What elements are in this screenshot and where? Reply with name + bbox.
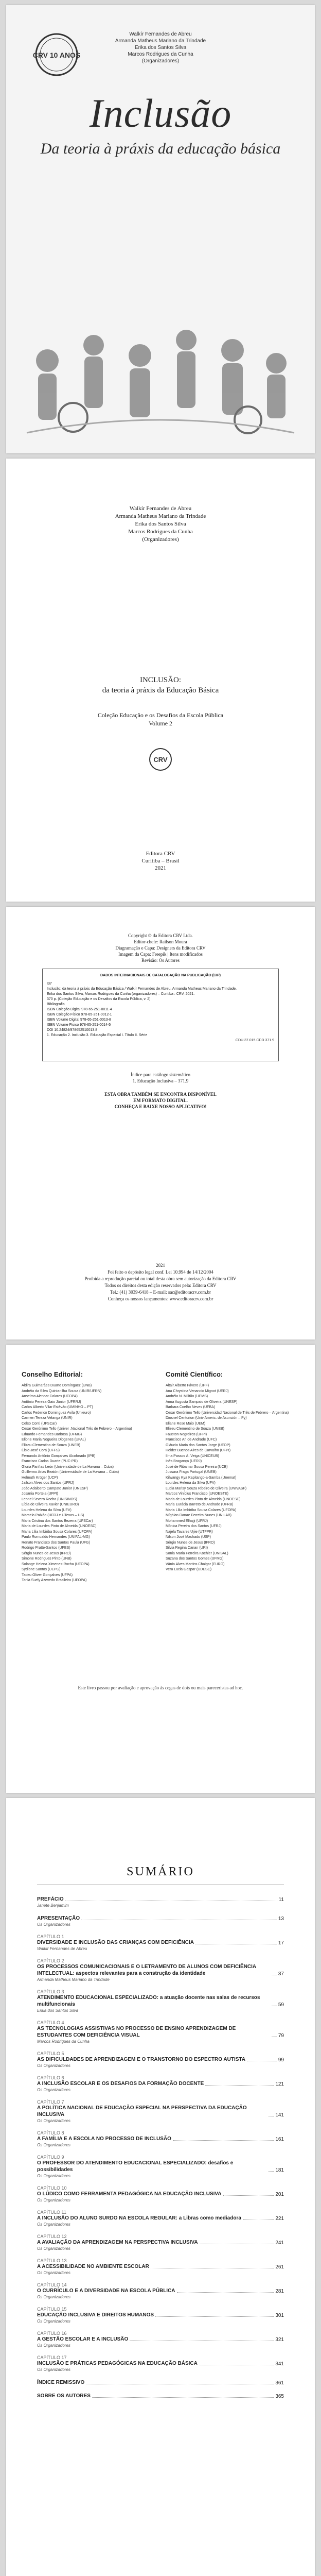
chapter-number: CAPÍTULO 10 xyxy=(37,2185,67,2191)
board-member: Simone Rodrigues Pinto (UNB) xyxy=(22,1557,72,1561)
chapter-author: Os Organizadores xyxy=(37,2222,70,2227)
board-member: Guillermo Arias Beatón (Universidade de La Havana – Cuba) xyxy=(22,1470,119,1474)
leader-dots xyxy=(173,2140,274,2141)
svg-text:CRV: CRV xyxy=(153,756,168,764)
board-member: Elizeu Clementino de Souza (UNEB) xyxy=(22,1443,80,1447)
page-number: 321 xyxy=(275,2337,284,2343)
chapter-number: CAPÍTULO 1 xyxy=(37,1934,64,1939)
leader-dots xyxy=(177,2292,274,2293)
board-member: Paulo Romualdo Hernandes (UNIFAL-MG) xyxy=(22,1535,90,1539)
toc-entry xyxy=(37,2099,284,2124)
toc-entry xyxy=(37,2210,284,2227)
board-member: Mônica Pereira dos Santos (UFRJ) xyxy=(166,1524,222,1528)
chapter-author: Os Organizadores xyxy=(37,2198,70,2202)
page-number: 59 xyxy=(278,2002,284,2008)
cover-subtitle: Da teoria à práxis da educação básica xyxy=(40,140,281,157)
board-member: Mohammed Elhajji (UFRJ) xyxy=(166,1519,208,1523)
board-member: Gloria Fariñas León (Universidade de La Havana – Cuba) xyxy=(22,1465,114,1469)
toc-entry xyxy=(37,2130,284,2148)
toc-entry xyxy=(37,1915,284,1927)
page-number: 17 xyxy=(278,1940,284,1946)
chapter-title: O PROFESSOR DO ATENDIMENTO EDUCACIONAL ESPECIALIZADO: desafios e possibilidades xyxy=(37,2160,234,2173)
board-member: Andréia da Silva Quintanilha Sousa (UNIR/UFRN) xyxy=(22,1389,102,1393)
leader-dots xyxy=(269,2171,274,2172)
cip-box: DADOS INTERNACIONAIS DE CATALOGAÇÃO NA PUBLICAÇÃO (CIP) I37 Inclusão: da teoria à práxis da Educação Básica / Walkír Fernandes de Abreu, Armanda Matheus Mariano da Trindade, Erika dos Santos Silva, Marcos Rodrigues da Cunha (organizadores) – Curitiba : CRV, 2021. 370 p. (Coleção Educação e os Desafios da Escola Pública, v. 2) Bibliografia ISBN Coleção Digital 978-65-251-0011-4 ISBN Coleção Físico 978-65-251-0012-1 ISBN Volume Digital 978-65-251-0013-8 ISBN Volume Físico 978-65-251-0014-5 DOI 10.24824/978652510013.8 1. Educação 2. Inclusão 3. Educação Especial I. Título II. Série CDU 37.015 CDD 371.9 xyxy=(42,969,279,1061)
chapter-title: ÍNDICE REMISSIVO xyxy=(37,2380,85,2385)
chapter-title: O LÚDICO COMO FERRAMENTA PEDAGÓGICA NA EDUCAÇÃO INCLUSIVA xyxy=(37,2191,222,2197)
chapter-author: Os Organizadores xyxy=(37,2119,70,2123)
toc-entry xyxy=(37,2051,284,2069)
toc-entry xyxy=(37,2258,284,2276)
toc-entry xyxy=(37,2331,284,2348)
chapter-author: Os Organizadores xyxy=(37,2143,70,2147)
book-title: INCLUSÃO: da teoria à práxis da Educação Básica xyxy=(102,676,219,694)
cover-organizers: Walkír Fernandes de Abreu Armanda Matheus Mariano da Trindade Erika dos Santos Silva Marcos Rodrigues da Cunha (Organizadores) xyxy=(115,31,206,64)
board-member: Tadeu Oliver Gonçalves (UFPA) xyxy=(22,1573,73,1577)
board-member: Sonia Maria Ferreira Koehler (UNISAL) xyxy=(166,1551,228,1555)
collection-info: Coleção Educação e os Desafios da Escola Pública Volume 2 xyxy=(97,711,224,727)
contents-title: SUMÁRIO xyxy=(127,1865,194,1878)
toc-entry xyxy=(37,2282,284,2300)
page-number: 221 xyxy=(275,2216,284,2222)
chapter-title: A FAMÍLIA E A ESCOLA NO PROCESSO DE INCLUSÃO xyxy=(37,2136,171,2142)
contents-page xyxy=(6,1798,315,2576)
chapter-title: A GESTÃO ESCOLAR E A INCLUSÃO xyxy=(37,2336,129,2342)
board-member: Vera Lucia Gaspar (UDESC) xyxy=(166,1568,212,1571)
page-number: 341 xyxy=(275,2361,284,2367)
board-member: Sydione Santos (UEPG) xyxy=(22,1568,61,1571)
board-member: Jailson Alves dos Santos (UFRJ) xyxy=(22,1481,74,1485)
publisher-info: Editora CRV Curitiba – Brasil 2021 xyxy=(141,851,180,871)
board-member: Nilson José Machado (USP) xyxy=(166,1535,211,1539)
board-member: Elizeu Clementino de Souza (UNEB) xyxy=(166,1427,224,1431)
board-member: Lídia de Oliveira Xavier (UNIEURO) xyxy=(22,1503,79,1506)
chapter-title: OS PROCESSOS COMUNICACIONAIS E O LETRAMENTO DE ALUNOS COM DEFICIÊNCIA INTELECTUAL: aspectos relevantes para a construção da identidade xyxy=(37,1964,256,1976)
toc-entry xyxy=(37,1934,284,1952)
toc-entry xyxy=(37,1958,284,1982)
leader-dots xyxy=(155,2316,274,2317)
review-note: Este livro passou por avaliação e aprovação às cegas de dois ou mais pareceristas ad hoc. xyxy=(78,1685,243,1690)
toc-entry xyxy=(37,2075,284,2093)
board-member: Lourdes Helena da Silva (UFV) xyxy=(166,1481,216,1485)
chapter-author: Os Organizadores xyxy=(37,1922,70,1927)
chapter-number: CAPÍTULO 17 xyxy=(37,2355,67,2360)
page-number: 301 xyxy=(275,2313,284,2318)
board-member: Cesar Gerónimo Tello (Universidad Nacional de Três de Febrero – Argentina) xyxy=(166,1411,289,1415)
toc-entry xyxy=(37,2020,284,2044)
board-member: Francisco Ari de Andrade (UFC) xyxy=(166,1438,217,1442)
chapter-number: CAPÍTULO 13 xyxy=(37,2258,67,2263)
chapter-author: Os Organizadores xyxy=(37,2319,70,2324)
chapter-author: Os Organizadores xyxy=(37,2367,70,2372)
table-of-contents xyxy=(37,1896,284,2406)
toc-entry xyxy=(37,2393,284,2399)
chapter-title: PREFÁCIO xyxy=(37,1896,64,1902)
catalog-page xyxy=(6,907,315,1340)
editorial-board: Conselho Editorial: Aldira Guimarães Duarte Domínguez (UNB) Andréia da Silva Quintanilha Sousa (UNIR/UFRN) Anselmo Alencar Colares (UFOPA) Antônio Pereira Gaio Júnior (UFRRJ) Carlos Alberto Vilar Estêvão (UMINHO – PT) Carlos Federico Dominguez Avila (Unieuro) Carmen Tereza Velanga (UNIR) Celso Conti (UFSCar) Cesar Gerónimo Tello (Univer .Nacional Três de Febrero – Argentina) Eduardo Fernandes Barbosa (UFMG) Elione Maria Nogueira Diogenes (UFAL) Elizeu Clementino de Souza (UNEB) Élsio José Corá (UFFS) Fernando Antônio Gonçalves Alcoforado (IPB) Francisco Carlos Duarte (PUC-PR) Gloria Fariñas León (Universidade de La Havana – Cuba) Guillermo Arias Beatón (Universidade de La Havana – Cuba) Helmuth Krüger (UCP) Jailson Alves dos Santos (UFRJ) João Adalberto Campato Junior (UNESP) Josania Portela (UFPI) Leonel Severo Rocha (UNISINOS) Lídia de Oliveira Xavier (UNIEURO) Lourdes Helena da Silva (UFV) Marcelo Paixão (UFRJ e UTexas – US) Maria Cristina dos Santos Bezerra (UFSCar) Maria de Lourdes Pinto de Almeida (UNOESC) Maria Lília Imbiriba Sousa Colares (UFOPA) Paulo Romualdo Hernandes (UNIFAL-MG) Renato Francisco dos Santos Paula (UFG) Rodrigo Pratte-Santos (UFES) Sérgio Nunes de Jesus (IFRO) Simone Rodrigues Pinto (UNB) Solange Helena Ximenes-Rocha (UFOPA) Sydione Santos (UEPG) Tadeu Oliver Gonçalves (UFPA) Tania Suely Azevedo Brasileiro (UFOPA) xyxy=(22,1370,155,1584)
page-number: 161 xyxy=(275,2137,284,2142)
board-member: Kilwangy Kya Kapitango-a-Samba (Unemat) xyxy=(166,1476,237,1480)
page-number: 361 xyxy=(275,2380,284,2386)
board-member: Rodrigo Pratte-Santos (UFES) xyxy=(22,1546,70,1550)
chapter-author: Os Organizadores xyxy=(37,2343,70,2348)
chapter-author: Os Organizadores xyxy=(37,2174,70,2178)
board-member: Cesar Gerónimo Tello (Univer .Nacional Três de Febrero – Argentina) xyxy=(22,1427,132,1431)
toc-entry xyxy=(37,1989,284,2013)
board-member: Najela Tavares Ujiie (UTFPR) xyxy=(166,1530,213,1534)
leader-dots xyxy=(223,2195,274,2196)
chapter-author: Erika dos Santos Silva xyxy=(37,2008,79,2013)
board-member: Maria de Lourdes Pinto de Almeida (UNOESC) xyxy=(166,1497,241,1501)
board-member: Tania Suely Azevedo Brasileiro (UFOPA) xyxy=(22,1579,87,1582)
chapter-title: AS DIFICULDADES DE APRENDIZAGEM E O TRANSTORNO DO ESPECTRO AUTISTA xyxy=(37,2057,246,2062)
chapter-number: CAPÍTULO 16 xyxy=(37,2331,67,2336)
board-member: Fauston Negreiros (UFPI) xyxy=(166,1432,207,1436)
board-member: Jussara Fraga Portugal (UNEB) xyxy=(166,1470,217,1474)
board-member: Silvia Regina Canan (URI) xyxy=(166,1546,208,1550)
board-member: Sérgio Nunes de Jesus (IFRO) xyxy=(166,1540,215,1545)
chapter-number: CAPÍTULO 5 xyxy=(37,2051,64,2056)
chapter-number: CAPÍTULO 12 xyxy=(37,2234,67,2239)
board-member: Leonel Severo Rocha (UNISINOS) xyxy=(22,1497,77,1501)
board-member: José de Ribamar Sousa Pereira (UCB) xyxy=(166,1465,228,1469)
copyright-block: Copyright © da Editora CRV Ltda. Editor-chefe: Railson Moura Diagramação e Capa: Designers da Editora CRV Imagem da Capa: Freepik | Itens modificados Revisão: Os Autores xyxy=(115,933,206,963)
board-member: Eliane Rose Maio (UEM) xyxy=(166,1421,206,1426)
page-number: 241 xyxy=(275,2240,284,2246)
chapter-number: CAPÍTULO 6 xyxy=(37,2075,64,2080)
chapter-number: CAPÍTULO 9 xyxy=(37,2155,64,2160)
chapter-number: CAPÍTULO 2 xyxy=(37,1958,64,1963)
legal-notes: 2021 Foi feito o depósito legal conf. Lei 10.994 de 14/12/2004 Proibida a reprodução parcial ou total desta obra sem autorização da Editora CRV Todos os direitos desta edição reservados pela: Editora CRV Tel.: (41) 3039-6418 – E-mail: sac@editoracrv.com.br Conheça os nossos lançamentos: www.editoracrv.com.br xyxy=(84,1263,237,1301)
board-member: Maria Lília Imbiriba Sousa Colares (UFOPA) xyxy=(166,1508,237,1512)
board-member: Gláucia Maria dos Santos Jorge (UFOP) xyxy=(166,1443,230,1447)
board-member: Renato Francisco dos Santos Paula (UFG) xyxy=(22,1540,91,1545)
page-number: 121 xyxy=(275,2081,284,2087)
chapter-author: Marcos Rodrigues da Cunha xyxy=(37,2039,90,2044)
leader-dots xyxy=(205,2085,274,2086)
board-member: Vânia Alves Martins Chaigar (FURG) xyxy=(166,1562,225,1566)
chapter-title: SOBRE OS AUTORES xyxy=(37,2393,91,2399)
board-member: Celso Conti (UFSCar) xyxy=(22,1421,57,1426)
board-member: Ilma Passos A. Veiga (UNICEUB) xyxy=(166,1454,219,1458)
chapter-author: Os Organizadores xyxy=(37,2088,70,2092)
chapter-title: A ACESSIBILIDADE NO AMBIENTE ESCOLAR xyxy=(37,2264,149,2269)
board-member: Helmuth Krüger (UCP) xyxy=(22,1476,58,1480)
page-number: 13 xyxy=(278,1916,284,1922)
page-number: 261 xyxy=(275,2264,284,2270)
board-member: Eduardo Fernandes Barbosa (UFMG) xyxy=(22,1432,82,1436)
board-member: Carlos Alberto Vilar Estêvão (UMINHO – PT) xyxy=(22,1405,93,1409)
page-number: 365 xyxy=(275,2394,284,2399)
board-member: Aldira Guimarães Duarte Domínguez (UNB) xyxy=(22,1384,92,1387)
board-member: Diosnel Centurion (Univ Americ. de Asunción – Py) xyxy=(166,1416,247,1420)
board-member: Maria Eurácia Barreto de Andrade (UFRB) xyxy=(166,1503,234,1506)
chapter-title: INCLUSÃO E PRÁTICAS PEDAGÓGICAS NA EDUCAÇÃO BÁSICA xyxy=(37,2361,198,2366)
board-member: Maria Lília Imbiriba Sousa Colares (UFOPA) xyxy=(22,1530,93,1534)
chapter-author: Os Organizadores xyxy=(37,2270,70,2275)
cover-illustration xyxy=(6,191,315,448)
chapter-number: CAPÍTULO 4 xyxy=(37,2020,64,2025)
chapter-number: CAPÍTULO 14 xyxy=(37,2282,67,2287)
page-number: 281 xyxy=(275,2289,284,2294)
board-member: Míghian Danae Ferreira Nunes (UNILAB) xyxy=(166,1514,231,1517)
chapter-title: EDUCAÇÃO INCLUSIVA E DIREITOS HUMANOS xyxy=(37,2312,154,2318)
toc-entry xyxy=(37,2379,284,2386)
board-member: Elione Maria Nogueira Diogenes (UFAL) xyxy=(22,1438,86,1442)
toc-entry xyxy=(37,2307,284,2324)
catalog-notes: Índice para catálogo sistemático 1. Educação Inclusiva – 371.9 ESTA OBRA TAMBÉM SE ENCONTRA DISPONÍVEL EM FORMATO DIGITAL. CONHEÇA E BAIXE NOSSO APLICATIVO! xyxy=(104,1072,217,1109)
page-number: 79 xyxy=(278,2033,284,2039)
board-member: Suzana dos Santos Gomes (UFMG) xyxy=(166,1557,224,1561)
board-member: Marcelo Paixão (UFRJ e UTexas – US) xyxy=(22,1514,84,1517)
page-number: 37 xyxy=(278,1971,284,1977)
cover-page xyxy=(6,5,315,453)
leader-dots xyxy=(92,2397,274,2398)
chapter-number: CAPÍTULO 11 xyxy=(37,2210,66,2215)
board-member: Altair Alberto Fávero (UPF) xyxy=(166,1384,209,1387)
scientific-committee: Comitê Científico: Altair Alberto Fávero (UPF) Ana Chrystina Venancio Mignot (UERJ) Andréia N. Militão (UEMS) Anna Augusta Sampaio de Oliveira (UNESP) Barbara Coelho Neves (UFBA) Cesar Gerónimo Tello (Universidad Nacional de Três de Febrero – Argentina) Diosnel Centurion (Univ Americ. de Asunción – Py) Eliane Rose Maio (UEM) Elizeu Clementino de Souza (UNEB) Fauston Negreiros (UFPI) Francisco Ari de Andrade (UFC) Gláucia Maria dos Santos Jorge (UFOP) Helder Buenos Aires de Carvalho (UFPI) Ilma Passos A. Veiga (UNICEUB) Inês Bragança (UERJ) José de Ribamar Sousa Pereira (UCB) Jussara Fraga Portugal (UNEB) Kilwangy Kya Kapitango-a-Samba (Unemat) Lourdes Helena da Silva (UFV) Lucia Marisy Souza Ribeiro de Oliveira (UNIVASF) Marcos Vinícius Francisco (UNOESTE) Maria de Lourdes Pinto de Almeida (UNOESC) Maria Eurácia Barreto de Andrade (UFRB) Maria Lília Imbiriba Sousa Colares (UFOPA) Míghian Danae Ferreira Nunes (UNILAB) Mohammed Elhajji (UFRJ) Mônica Pereira dos Santos (UFRJ) Najela Tavares Ujiie (UTFPR) Nilson José Machado (USP) Sérgio Nunes de Jesus (IFRO) Silvia Regina Canan (URI) Sonia Maria Ferreira Koehler (UNISAL) Suzana dos Santos Gomes (UFMG) Vânia Alves Martins Chaigar (FURG) Vera Lucia Gaspar (UDESC) xyxy=(166,1370,299,1573)
board-member: Maria de Lourdes Pinto de Almeida (UNOESC) xyxy=(22,1524,97,1528)
chapter-title: A INCLUSÃO DO ALUNO SURDO NA ESCOLA REGULAR: a Libras como mediadora xyxy=(37,2215,241,2221)
board-member: Carmen Tereza Velanga (UNIR) xyxy=(22,1416,73,1420)
page-number: 141 xyxy=(275,2112,284,2118)
chapter-title: DIVERSIDADE E INCLUSÃO DAS CRIANÇAS COM DEFICIÊNCIA xyxy=(37,1940,194,1945)
chapter-author: Os Organizadores xyxy=(37,2246,70,2251)
chapter-author: Walkír Fernandes de Abreu xyxy=(37,1946,87,1951)
board-member: Marcos Vinícius Francisco (UNOESTE) xyxy=(166,1492,229,1496)
board-member: Carlos Federico Dominguez Avila (Unieuro) xyxy=(22,1411,91,1415)
chapter-author: Janete Benjamim xyxy=(37,1903,69,1908)
toc-entry xyxy=(37,2234,284,2251)
board-member: Inês Bragança (UERJ) xyxy=(166,1460,202,1463)
chapter-title: AS TECNOLOGIAS ASSISTIVAS NO PROCESSO DE ENSINO APRENDIZAGEM DE ESTUDANTES COM DEFICIÊNCIA VISUAL xyxy=(37,2026,236,2038)
board-member: Anselmo Alencar Colares (UFOPA) xyxy=(22,1395,78,1398)
organizers-list: Walkír Fernandes de Abreu Armanda Matheus Mariano da Trindade Erika dos Santos Silva Marcos Rodrigues da Cunha (Organizadores) xyxy=(115,505,206,543)
chapter-title: A AVALIAÇÃO DA APRENDIZAGEM NA PERSPECTIVA INCLUSIVA xyxy=(37,2240,198,2245)
chapter-title: ATENDIMENTO EDUCACIONAL ESPECIALIZADO: a atuação docente nas salas de recursos multifuncionais xyxy=(37,1995,260,2007)
board-member: Andréia N. Militão (UEMS) xyxy=(166,1395,208,1398)
chapter-number: CAPÍTULO 15 xyxy=(37,2307,67,2312)
board-member: Lourdes Helena da Silva (UFV) xyxy=(22,1508,72,1512)
board-member: Ana Chrystina Venancio Mignot (UERJ) xyxy=(166,1389,229,1393)
cover-title: Inclusão xyxy=(89,91,232,135)
board-member: Lucia Marisy Souza Ribeiro de Oliveira (UNIVASF) xyxy=(166,1486,247,1490)
toc-entry xyxy=(37,2355,284,2372)
board-member: João Adalberto Campato Junior (UNESP) xyxy=(22,1486,88,1490)
board-member: Antônio Pereira Gaio Júnior (UFRRJ) xyxy=(22,1400,81,1404)
toc-entry xyxy=(37,2155,284,2179)
board-member: Élsio José Corá (UFFS) xyxy=(22,1449,60,1452)
toc-entry xyxy=(37,1896,284,1908)
chapter-title: A INCLUSÃO ESCOLAR E OS DESAFIOS DA FORMAÇÃO DOCENTE xyxy=(37,2081,204,2087)
title-page xyxy=(6,459,315,902)
toc-entry xyxy=(37,2185,284,2203)
chapter-number: CAPÍTULO 8 xyxy=(37,2130,64,2136)
board-member: Solange Helena Ximenes-Rocha (UFOPA) xyxy=(22,1562,90,1566)
chapter-author: Os Organizadores xyxy=(37,2295,70,2299)
chapter-author: Os Organizadores xyxy=(37,2063,70,2068)
board-member: Francisco Carlos Duarte (PUC-PR) xyxy=(22,1460,78,1463)
page-number: 11 xyxy=(278,1897,284,1903)
chapter-title: APRESENTAÇÃO xyxy=(37,1916,80,1921)
page-number: 181 xyxy=(275,2167,284,2173)
publisher-logo-icon xyxy=(148,747,173,772)
board-member: Anna Augusta Sampaio de Oliveira (UNESP) xyxy=(166,1400,238,1404)
chapter-number: CAPÍTULO 3 xyxy=(37,1989,64,1994)
board-member: Josania Portela (UFPI) xyxy=(22,1492,58,1496)
page-number: 99 xyxy=(278,2057,284,2063)
board-member: Fernando Antônio Gonçalves Alcoforado (IPB) xyxy=(22,1454,96,1458)
board-member: Barbara Coelho Neves (UFBA) xyxy=(166,1405,216,1409)
board-member: Helder Buenos Aires de Carvalho (UFPI) xyxy=(166,1449,231,1452)
chapter-title: A POLÍTICA NACIONAL DE EDUCAÇÃO ESPECIAL NA PERSPECTIVA DA EDUCAÇÃO INCLUSIVA xyxy=(37,2105,247,2117)
chapter-author: Armanda Matheus Mariano da Trindade xyxy=(37,1977,110,1982)
board-member: Sérgio Nunes de Jesus (IFRO) xyxy=(22,1551,71,1555)
svg-text:CRV 10 ANOS: CRV 10 ANOS xyxy=(33,51,80,59)
leader-dots xyxy=(243,2219,274,2220)
chapter-number: CAPÍTULO 7 xyxy=(37,2099,64,2105)
page-number: 201 xyxy=(275,2192,284,2197)
board-member: Maria Cristina dos Santos Bezerra (UFSCar) xyxy=(22,1519,93,1523)
editorial-board-page xyxy=(6,1345,315,1793)
chapter-title: O CURRÍCULO E A DIVERSIDADE NA ESCOLA PÚBLICA xyxy=(37,2288,175,2294)
